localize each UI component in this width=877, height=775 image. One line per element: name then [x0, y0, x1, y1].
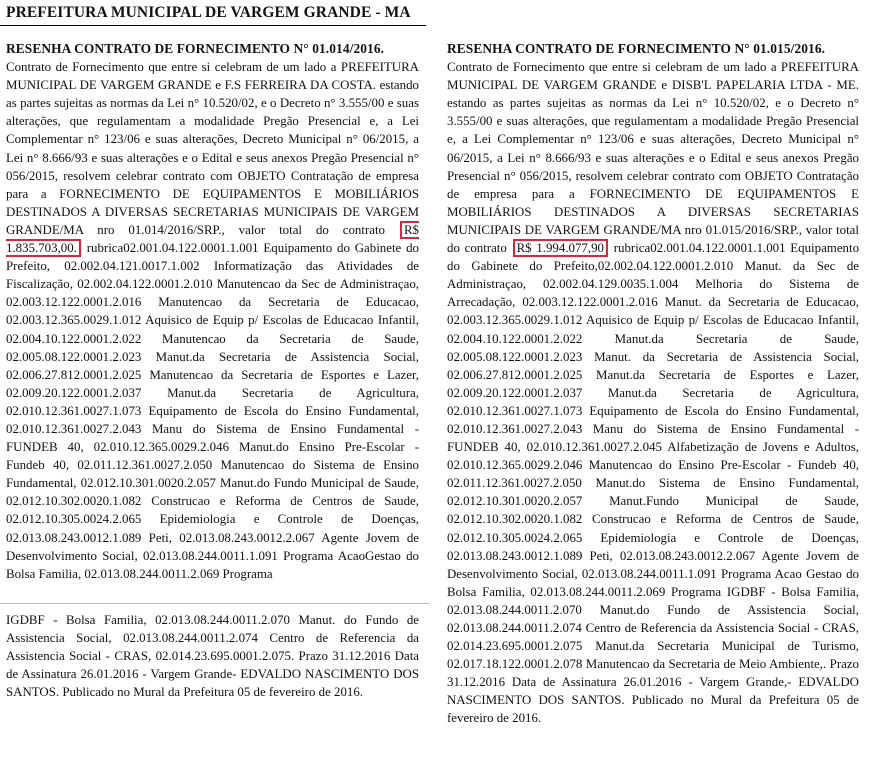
right-contract-title: RESENHA CONTRATO DE FORNECIMENTO N° 01.015/2016. [447, 41, 826, 56]
right-contract-body [447, 58, 859, 727]
left-contract-body [6, 58, 419, 583]
contract-summary-right [447, 40, 859, 728]
left-contract-value: R$ 1.835.703,00. [6, 222, 419, 256]
left-continuation-text: IGDBF - Bolsa Familia, 02.013.08.244.0011.2.070 Manut. do Fundo de Assistencia Social, 02.013.08.244.0011.2.074 Centro de Referencia da Assistencia Social - CRAS, 02.014.23.695.0001.2.075. Prazo 31.12.2016 Data de Assinatura 26.01.2016 - Vargem Grande- EDVALDO NASCIMENTO DOS SANTOS. Publicado no Mural da Prefeitura 05 de fevereiro de 2016. [6, 613, 419, 700]
right-contract-value: R$ 1.994.077,90 [513, 239, 608, 257]
left-contract-title: RESENHA CONTRATO DE FORNECIMENTO N° 01.014/2016. [6, 41, 385, 56]
left-text-after: rubrica02.001.04.122.0001.1.001 Equipamento do Gabinete do Prefeito, 02.002.04.121.0017.1.002 Informatização das Atividades de Fiscalização, 02.002.04.122.0001.2.010 Manutencao da Sec de Administraçao, 02.003.12.122.0001.2.016 Manutencao da Secretaria de Educacao, 02.003.12.365.0029.1.012 Aquisico de Equip p/ Escolas de Educacao Infantil, 02.004.10.122.0001.2.022 Manutencao da Secretaria de Saude, 02.005.08.122.0001.2.023 Manut.da Secretaria de Assistencia Social, 02.006.27.812.0001.2.025 Manutencao da Secretaria de Esportes e Lazer, 02.009.20.122.0001.2.037 Manut.da Secretaria de Agricultura, 02.010.12.361.0027.1.073 Equipamento de Escola do Ensino Fundamental, 02.010.12.361.0027.2.043 Manu do Sistema de Ensino Fundamental - FUNDEB 40, 02.010.12.365.0029.2.046 Manut.do Ensino Pre-Escolar - Fundeb 40, 02.011.12.361.0027.2.050 Manutencao do Sistema de Ensino Fundamental, 02.012.10.301.0020.2.057 Manut.do Fundo Municipal de Saude, 02.012.10.302.0020.1.082 Construcao e Reforma de Centros de Saude, 02.012.10.305.0024.2.065 Epidemiologia e Controle de Doenças, 02.013.08.243.0012.1.089 Peti, 02.013.08.243.0012.2.067 Agente Jovem de Desenvolvimento Social, 02.013.08.244.0011.1.091 Programa AcaoGestao do Bolsa Familia, 02.013.08.244.0011.2.069 Programa [6, 241, 419, 581]
right-text-after: rubrica02.001.04.122.0001.1.001 Equipamento do Gabinete do Prefeito,02.002.04.122.0001.2.010 Manut. da Sec de Administraçao, 02.002.04.129.0035.1.004 Melhoria do Sistema de Arrecadação, 02.003.12.122.0001.2.016 Manut. da Secretaria de Educacao, 02.003.12.365.0029.1.012 Aquisico de Equip p/ Escolas de Educacao Infantil, 02.004.10.122.0001.2.022 Manut.da Secretaria de Saude, 02.005.08.122.0001.2.023 Manut. da Secretaria de Assistencia Social, 02.006.27.812.0001.2.025 Manut.da Secretaria de Esportes e Lazer, 02.009.20.122.0001.2.037 Manut.da Secretaria de Agricultura, 02.010.12.361.0027.1.073 Equipamento de Escola do Ensino Fundamental, 02.010.12.361.0027.2.043 Manu do Sistema de Ensino Fundamental - FUNDEB 40, 02.010.12.361.0027.2.045 Alfabetização de Jovens e Adultos, 02.010.12.365.0029.2.046 Manutencao do Ensino Pre-Escolar - Fundeb 40, 02.011.12.361.0027.2.050 Manut.do Sistema de Ensino Fundamental, 02.012.10.301.0020.2.057 Manut.Fundo Municipal de Saude, 02.012.10.302.0020.1.082 Construcao e Reforma de Centros de Saude, 02.012.10.305.0024.2.065 Epidemiologia e Controle de Doenças, 02.013.08.243.0012.1.089 Peti, 02.013.08.243.0012.2.067 Agente Jovem de Desenvolvimento Social, 02.013.08.244.0011.1.091 Programa Acao Gestao do Bolsa Familia, 02.013.08.244.0011.2.069 Programa IGDBF - Bolsa Familia, 02.013.08.244.0011.2.070 Manut.do Fundo de Assistencia Social, 02.013.08.244.0011.2.074 Centro de Referencia da Assistencia Social - CRAS, 02.014.23.695.0001.2.075 Manut.da Secretaria Municipal de Turismo, 02.017.18.122.0001.2.078 Manutencao da Secretaria de Meio Ambiente,. Prazo 31.12.2016 Data de Assinatura 26.01.2016 - Vargem Grande,- EDVALDO NASCIMENTO DOS SANTOS. Publicado no Mural da Prefeitura 05 de fevereiro de 2016. [447, 241, 860, 726]
left-text-before: Contrato de Fornecimento que entre si celebram de um lado a PREFEITURA MUNICIPAL DE VARGEM GRANDE e F.S FERREIRA DA COSTA. estando as partes sujeitas as normas da Lei n° 10.520/02, e o Decreto n° 3.555/00 e suas alterações, que regulamentam a modalidade Pregão Presencial e, a Lei Complementar n° 123/06 e suas alterações, Decreto Municipal n° 06/2015, a Lei n° 8.666/93 e suas alterações e o Edital e seus anexos Pregão Presencial n° 056/2015, resolvem celebrar contrato com OBJETO Contratação de empresa para a FORNECIMENTO DE EQUIPAMENTOS E MOBILIÁRIOS DESTINADOS A DIVERSAS SECRETARIAS MUNICIPAIS DE VARGEM GRANDE/MA nro 01.014/2016/SRP., valor total do contrato [6, 60, 419, 237]
contract-summary-left [6, 40, 419, 583]
column-divider [0, 603, 430, 604]
header-title: PREFEITURA MUNICIPAL DE VARGEM GRANDE - MA [6, 4, 411, 21]
left-contract-continuation [6, 611, 419, 701]
right-text-before: Contrato de Fornecimento que entre si celebram de um lado a PREFEITURA MUNICIPAL DE VARGEM GRANDE e DISB'L PAPELARIA LTDA - ME. estando as partes sujeitas as normas da Lei n° 10.520/02, e o Decreto n° 3.555/00 e suas alterações, que regulamentam a modalidade Pregão Presencial e, a Lei Complementar n° 123/06 e suas alterações, Decreto Municipal n° 06/2015, a Lei n° 8.666/93 e suas alterações e o Edital e seus anexos Pregão Presencial n° 056/2015, resolvem celebrar contrato com OBJETO Contratação de empresa para a FORNECIMENTO DE EQUIPAMENTOS E MOBILIÁRIOS DESTINADOS A DIVERSAS SECRETARIAS MUNICIPAIS DE VARGEM GRANDE/MA nro 01.015/2016/SRP., valor total do contrato [447, 60, 859, 256]
publication-header [0, 4, 426, 26]
